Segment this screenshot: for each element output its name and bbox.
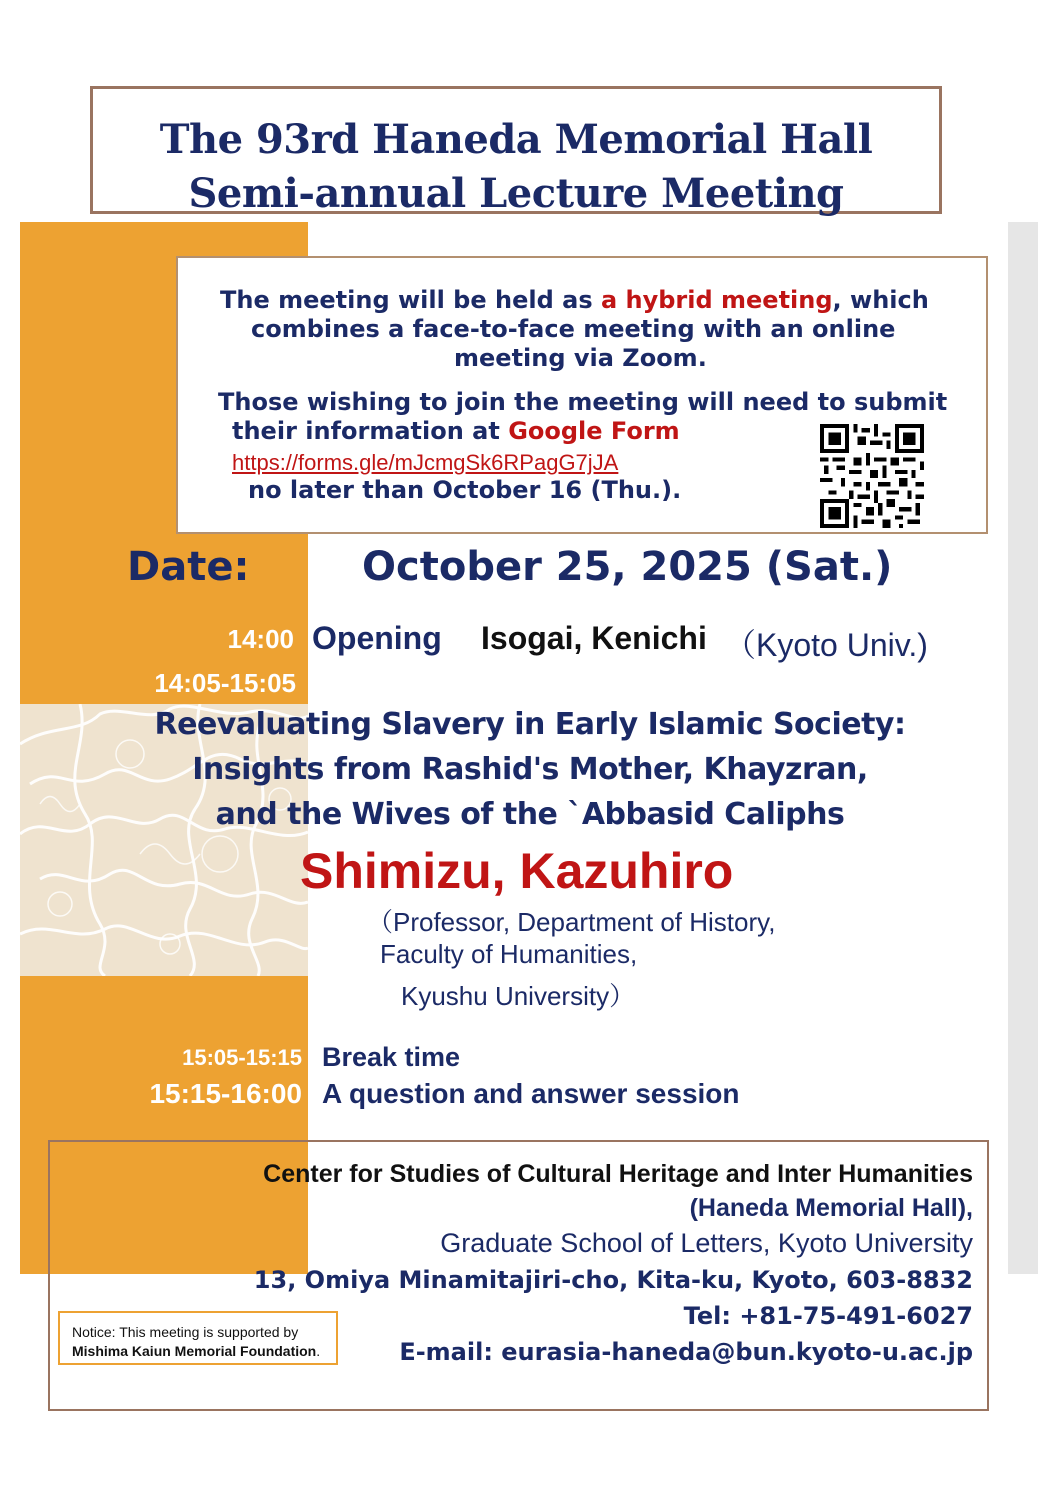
speaker-affiliation-line-3: Kyushu University） [401,981,636,1011]
date-label: Date: [127,544,250,590]
email: E-mail: eurasia-haneda@bun.kyoto-u.ac.jp [399,1338,973,1366]
support-notice [58,1311,338,1365]
break-label: Break time [322,1042,461,1072]
lecture-title [150,702,910,837]
hybrid-meeting-notice [176,256,988,534]
gray-side-strip [1008,222,1038,1274]
foundation-name: Mishima Kaiun Memorial Foundation [72,1343,317,1359]
opening-speaker: Isogai, Kenichi [481,620,707,656]
lecture-time: 14:05-15:05 [154,668,296,698]
notice-deadline: no later than October 16 (Thu.). [248,476,682,504]
notice-line-4: Those wishing to join the meeting will need to submit [218,388,948,416]
telephone: Tel: +81-75-491-6027 [683,1302,973,1330]
center-name: Center for Studies of Cultural Heritage and Inter Humanities [263,1160,973,1188]
qa-label: A question and answer session [322,1078,740,1109]
break-time: 15:05-15:15 [182,1045,302,1070]
notice-line-2: combines a face-to-face meeting with an online [251,315,896,343]
notice-line-3: meeting via Zoom. [454,344,707,372]
title-line-2: Semi-annual Lecture Meeting [188,170,844,217]
speaker-affiliation-line-1: （Professor, Department of History, [367,907,776,937]
support-line-1: Notice: This meeting is supported by [72,1324,299,1340]
speaker-affiliation-line-2: Faculty of Humanities, [380,939,638,969]
lecture-title-line-1: Reevaluating Slavery in Early Islamic Society: [154,707,906,742]
support-line-2: Mishima Kaiun Memorial Foundation. [72,1343,321,1359]
school-name: Graduate School of Letters, Kyoto University [440,1228,973,1258]
hall-name: (Haneda Memorial Hall), [689,1194,973,1222]
lecture-title-line-2: Insights from Rashid's Mother, Khayzran, [192,752,868,787]
qr-code-icon[interactable] [820,424,924,528]
opening-time: 14:00 [227,624,294,654]
address: 13, Omiya Minamitajiri-cho, Kita-ku, Kyoto, 603-8832 [253,1266,973,1294]
title-box [90,86,942,217]
speaker-name: Shimizu, Kazuhiro [300,843,734,899]
opening-label: Opening [312,620,442,656]
google-form-link[interactable]: https://forms.gle/mJcmgSk6RPagG7jJA [232,450,619,475]
contact-box [48,1140,989,1411]
qa-time: 15:15-16:00 [149,1078,302,1109]
notice-line-1: The meeting will be held as a hybrid meeting, which [220,286,929,314]
title-line-1: The 93rd Haneda Memorial Hall [159,116,873,163]
hybrid-meeting-highlight: a hybrid meeting [600,286,833,314]
notice-line-5: their information at Google Form [232,417,680,445]
date-value: October 25, 2025 (Sat.) [362,544,893,590]
opening-affiliation: （Kyoto Univ.) [724,627,928,663]
google-form-highlight: Google Form [508,417,680,445]
lecture-title-line-3: and the Wives of the `Abbasid Caliphs [215,797,845,832]
